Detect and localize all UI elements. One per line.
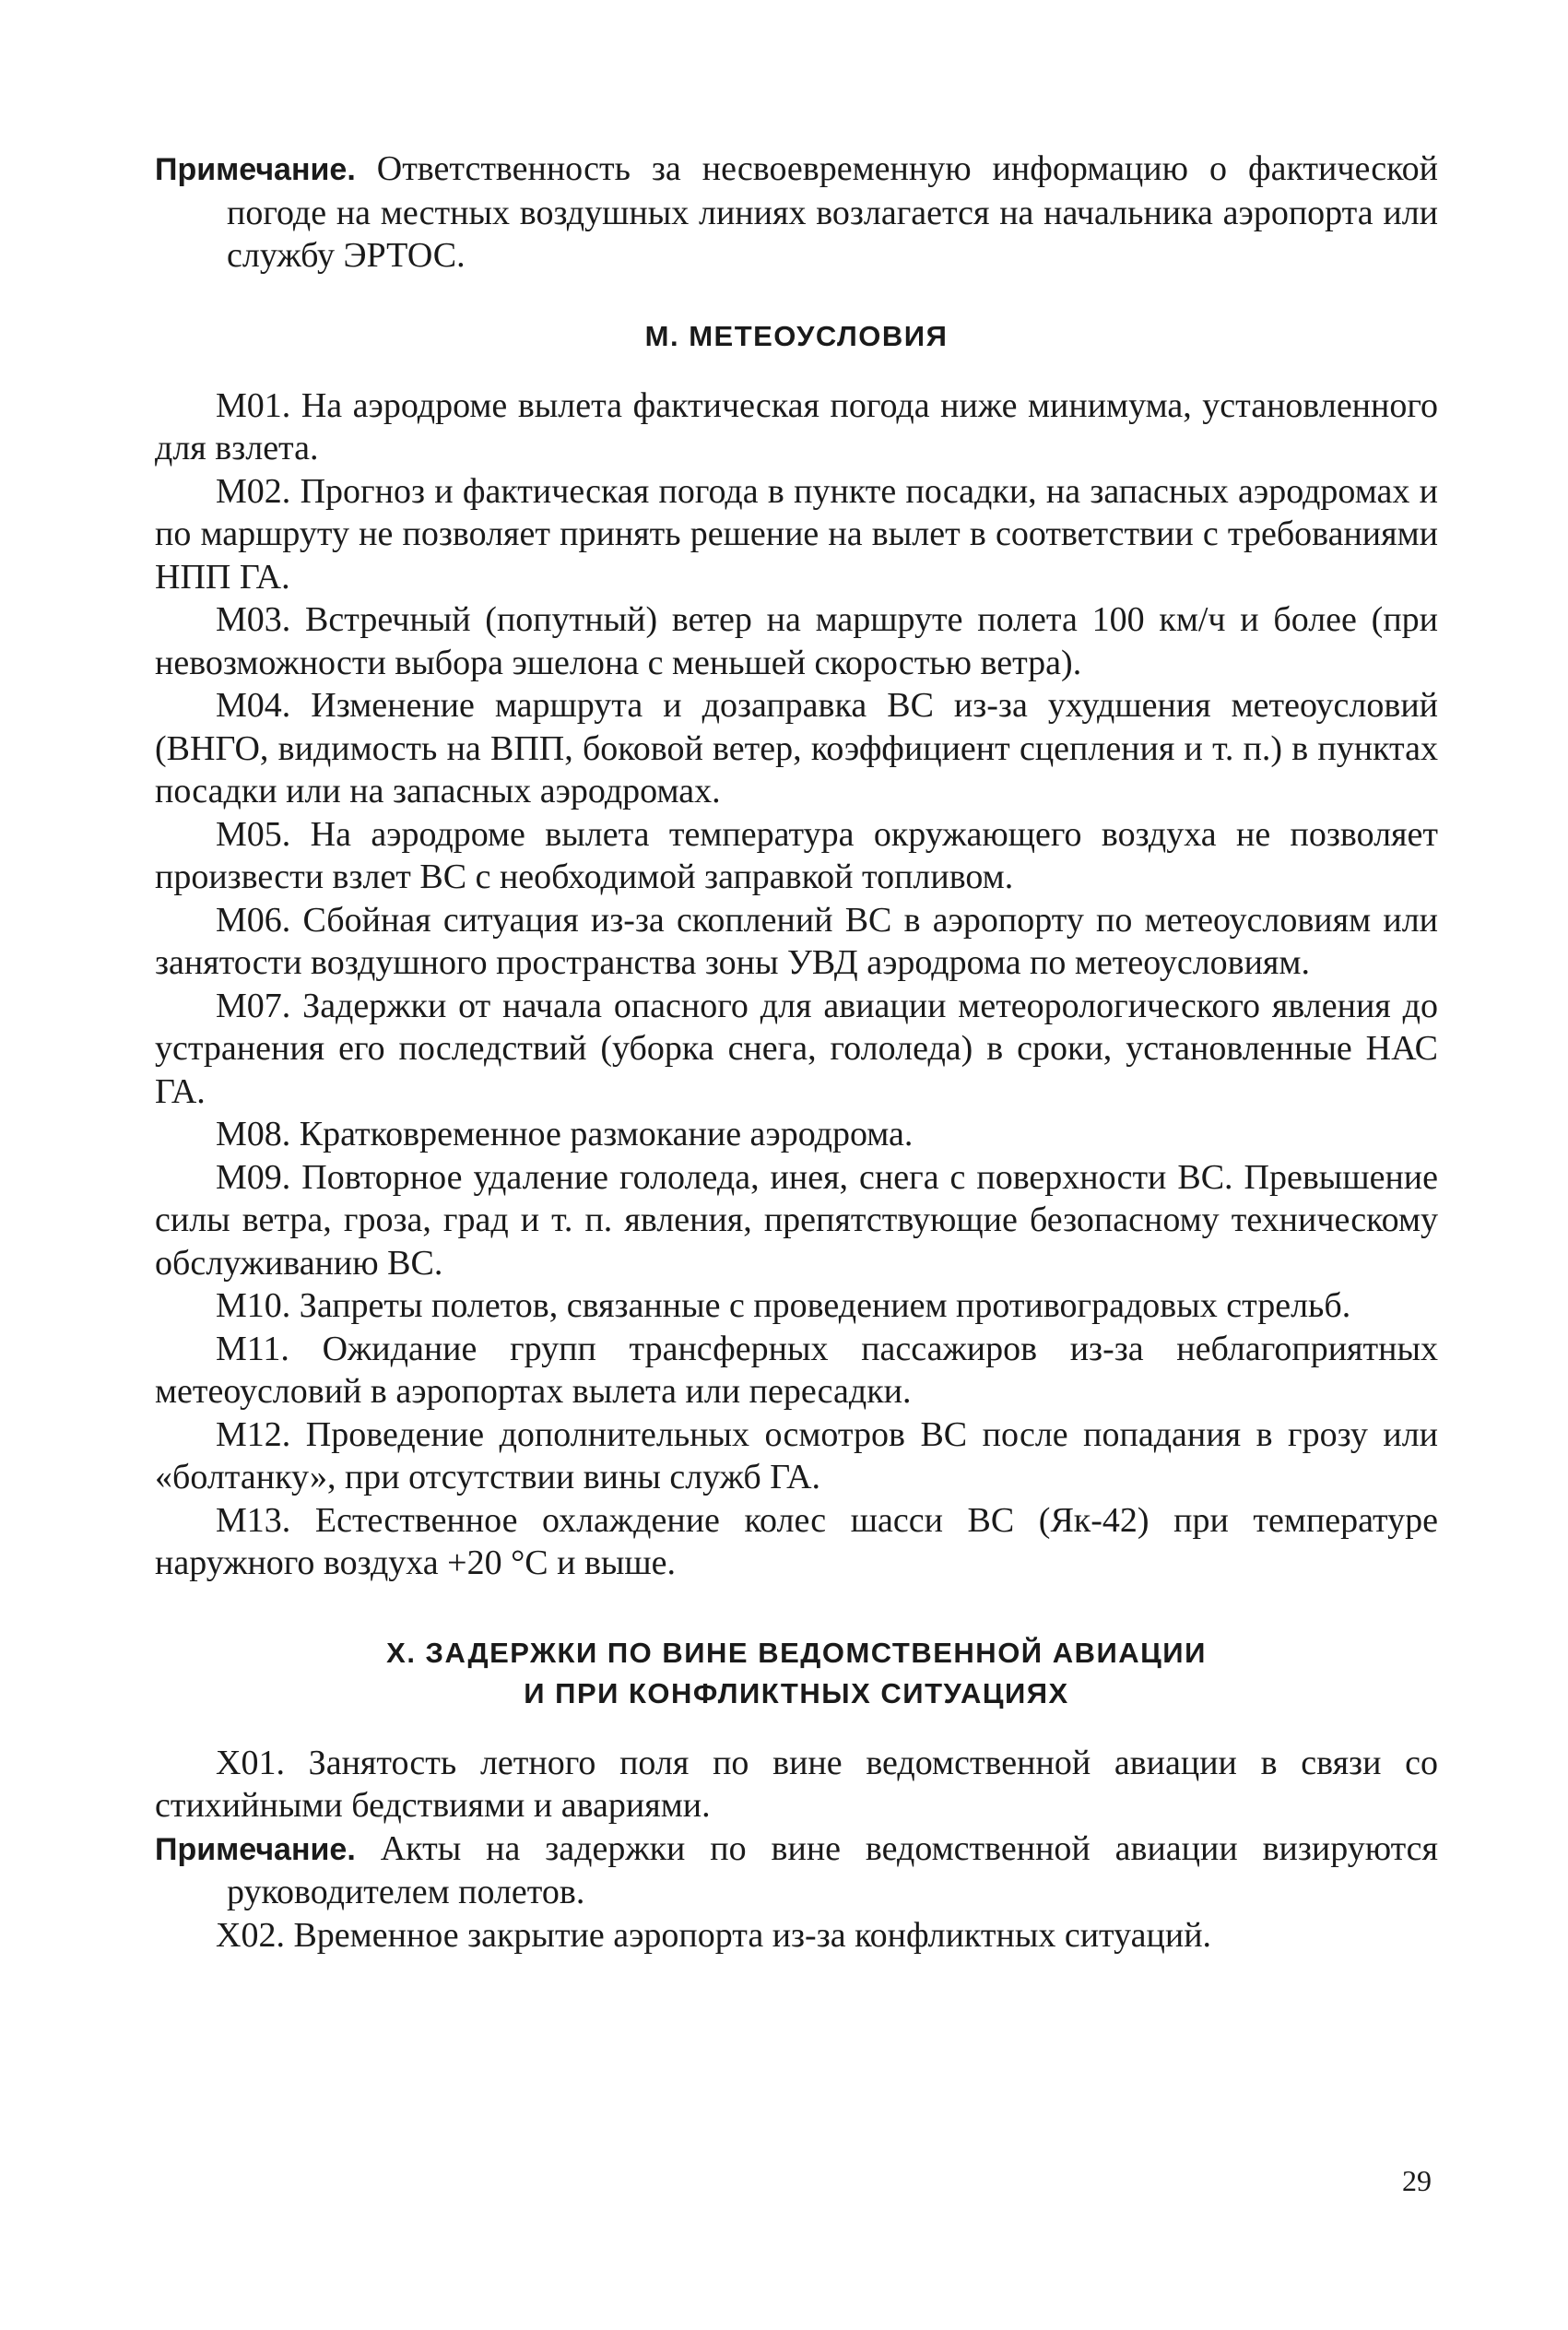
document-page [155, 148, 1438, 1957]
list-item-m04: М04. Изменение маршрута и дозаправка ВС из-за ухудшения метеоусловий (ВНГО, видимость на ВПП, боковой ветер, коэффициент сцепления и т. п.) в пунктах посадки или на запасных аэродромах. [155, 686, 1438, 810]
page-number: 29 [1402, 2164, 1432, 2197]
section-heading-meteo: М. МЕТЕОУСЛОВИЯ [644, 319, 949, 352]
section-heading-line1: Х. ЗАДЕРЖКИ ПО ВИНЕ ВЕДОМСТВЕННОЙ АВИАЦИИ [386, 1636, 1207, 1669]
note-label: Примечание. [155, 152, 356, 187]
note-text: Акты на задержки по вине ведомственной авиации визируются руководителем полетов. [227, 1828, 1439, 1911]
section-heading-line2: И ПРИ КОНФЛИКТНЫХ СИТУАЦИЯХ [524, 1676, 1069, 1709]
list-item-m03: М03. Встречный (попутный) ветер на маршруте полета 100 км/ч и более (при невозможности выбора эшелона с меньшей скоростью ветра). [155, 600, 1438, 682]
list-item-x01: Х01. Занятость летного поля по вине ведомственной авиации в связи со стихийными бедствиями и авариями. [155, 1743, 1438, 1825]
list-item-m01: М01. На аэродроме вылета фактическая погода ниже минимума, установленного для взлета. [155, 385, 1438, 467]
list-item-m07: М07. Задержки от начала опасного для авиации метеорологического явления до устранения его последствий (уборка снега, гололеда) в сроки, установленные НАС ГА. [155, 986, 1438, 1111]
list-item-m10: М10. Запреты полетов, связанные с проведением противоградовых стрельб. [216, 1286, 1351, 1325]
section-heading-departmental [155, 1633, 1438, 1714]
list-item-m12: М12. Проведение дополнительных осмотров ВС после попадания в грозу или «болтанку», при отсутствии вины служб ГА. [155, 1414, 1438, 1496]
list-item-m08: М08. Кратковременное размокание аэродрома. [216, 1115, 914, 1153]
note-label: Примечание. [155, 1831, 356, 1867]
list-item-m09: М09. Повторное удаление гололеда, инея, снега с поверхности ВС. Превышение силы ветра, гроза, град и т. п. явления, препятствующие безопасному техническому обслуживанию ВС. [155, 1157, 1438, 1283]
list-item-m05: М05. На аэродроме вылета температура окружающего воздуха не позволяет произвести взлет ВС с необходимой заправкой топливом. [155, 814, 1438, 896]
list-item-m11: М11. Ожидание групп трансферных пассажиров из-за неблагоприятных метеоусловий в аэропортах вылета или пересадки. [155, 1329, 1438, 1411]
list-item-m06: М06. Сбойная ситуация из-за скоплений ВС в аэропорту по метеоусловиям или занятости воздушного пространства зоны УВД аэродрома по метеоусловиям. [155, 900, 1438, 982]
meteo-items-list [155, 384, 1438, 1585]
list-item-m13: М13. Естественное охлаждение колес шасси ВС (Як-42) при температуре наружного воздуха +20 °С и выше. [155, 1500, 1438, 1582]
note-text: Ответственность за несвоевременную информацию о фактической погоде на местных воздушных линиях возлагается на начальника аэропорта или службу ЭРТОС. [227, 149, 1438, 275]
note-responsibility [155, 148, 1438, 278]
list-item-x02: Х02. Временное закрытие аэропорта из-за конфликтных ситуаций. [216, 1915, 1212, 1955]
note-departmental [155, 1827, 1438, 1914]
list-item-m02: М02. Прогноз и фактическая погода в пункте посадки, на запасных аэродромах и по маршруту не позволяет принять решение на вылет в соответствии с требованиями НПП ГА. [155, 471, 1438, 597]
